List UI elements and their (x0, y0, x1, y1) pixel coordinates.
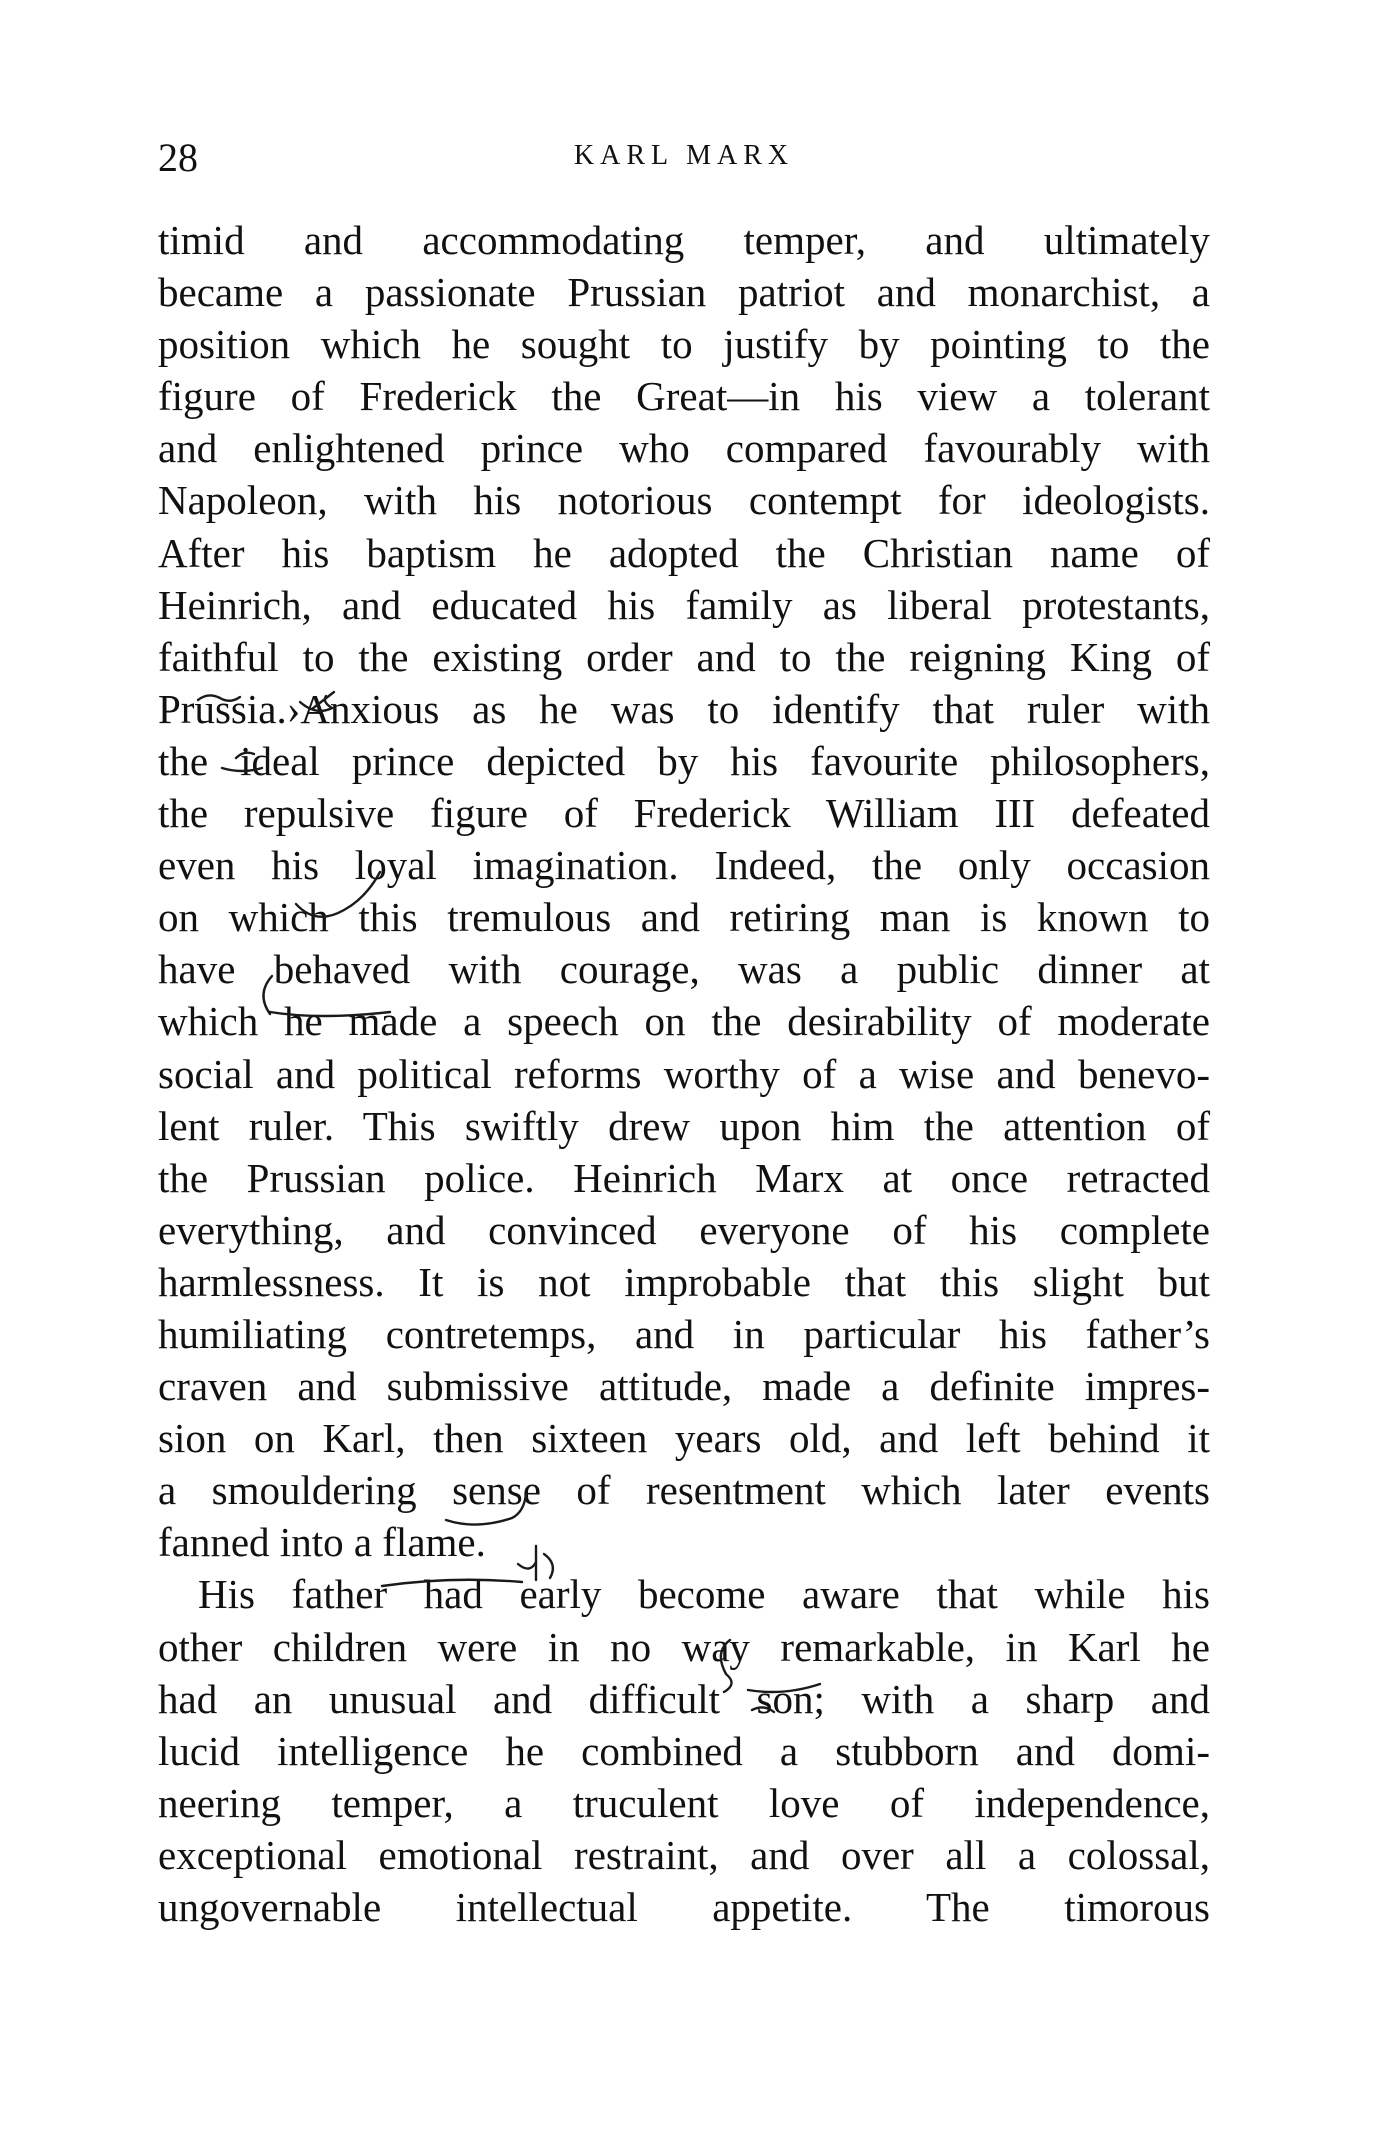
text-line: craven and submissive attitude, made a definite impres- (158, 1363, 1210, 1410)
text-line: and enlightened prince who compared favourably with (158, 425, 1210, 472)
text-line: faithful to the existing order and to the reigning King of (158, 633, 1210, 680)
page-number: 28 (158, 135, 198, 180)
text-line: Heinrich, and educated his family as liberal protestants, (158, 581, 1210, 628)
text-line: exceptional emotional restraint, and over all a colossal, (158, 1831, 1210, 1878)
text-line: neering temper, a truculent love of independence, (158, 1779, 1210, 1826)
text-line: the Prussian police. Heinrich Marx at once retracted (158, 1154, 1210, 1201)
text-line: have behaved with courage, was a public dinner at (158, 946, 1210, 993)
text-line: social and political reforms worthy of a wise and benevo- (158, 1050, 1210, 1097)
text-line: ungovernable intellectual appetite. The timorous (158, 1884, 1210, 1930)
text-line: lent ruler. This swiftly drew upon him the attention of (158, 1102, 1210, 1149)
text-line: figure of Frederick the Great—in his view a tolerant (158, 373, 1210, 420)
page-header (158, 134, 1210, 184)
text-line: a smouldering sense of resentment which later events (158, 1467, 1210, 1514)
running-head: KARL MARX (573, 140, 795, 171)
body-text (158, 214, 1210, 1933)
text-line: had an unusual and difficult son; with a sharp and (158, 1675, 1210, 1722)
text-line: became a passionate Prussian patriot and monarchist, a (158, 269, 1210, 316)
text-line: timid and accommodating temper, and ultimately (158, 217, 1210, 263)
text-line: everything, and convinced everyone of his complete (158, 1206, 1210, 1253)
text-line: Napoleon, with his notorious contempt for ideologists. (158, 477, 1210, 524)
text-line: humiliating contretemps, and in particular his father’s (158, 1310, 1210, 1357)
text-line: even his loyal imagination. Indeed, the only occasion (158, 842, 1210, 889)
text-line: which he made a speech on the desirability of moderate (158, 998, 1210, 1045)
text-line: After his baptism he adopted the Christian name of (158, 529, 1210, 576)
text-line: position which he sought to justify by pointing to the (158, 321, 1210, 368)
text-line: the ideal prince depicted by his favourite philosophers, (158, 737, 1210, 784)
text-line: the repulsive figure of Frederick William III defeated (158, 790, 1210, 837)
text-line: on which this tremulous and retiring man is known to (158, 894, 1210, 941)
text-line: sion on Karl, then sixteen years old, and left behind it (158, 1415, 1210, 1462)
text-line: Prussia.›Anxious as he was to identify that ruler with (158, 685, 1210, 732)
text-line: His father had early become aware that while his (198, 1571, 1210, 1618)
text-line: harmlessness. It is not improbable that this slight but (158, 1258, 1210, 1305)
text-line: other children were in no way remarkable, in Karl he (158, 1623, 1210, 1670)
text-line: fanned into a flame. (158, 1519, 486, 1566)
text-line: lucid intelligence he combined a stubborn and domi- (158, 1727, 1210, 1774)
